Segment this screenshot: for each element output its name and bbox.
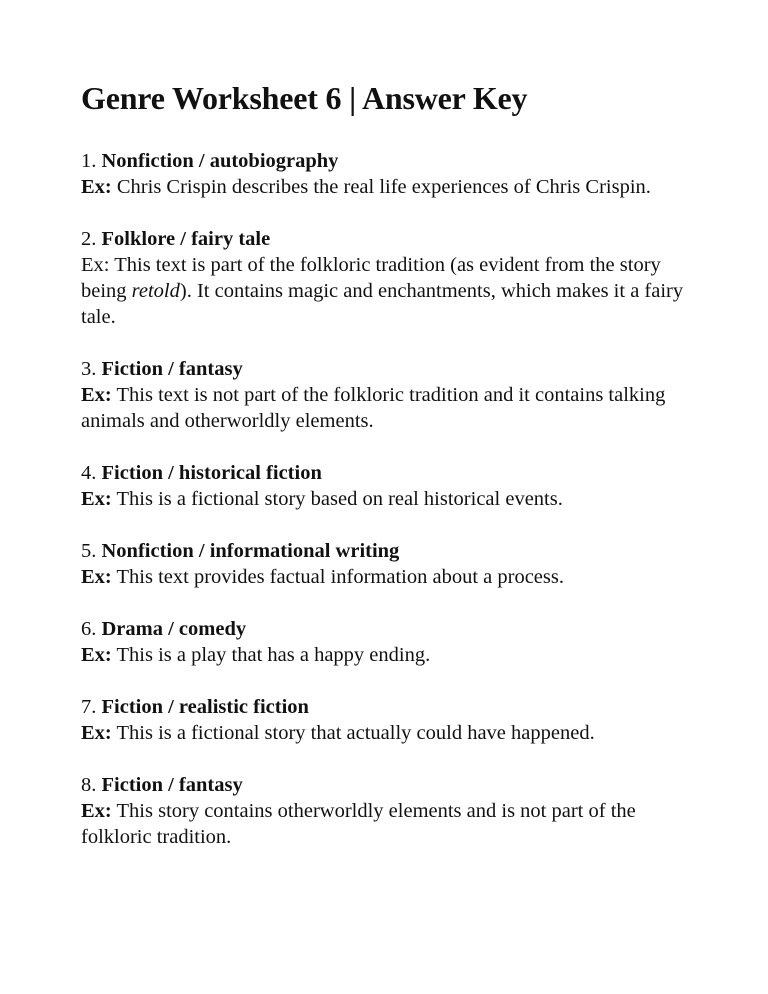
- answer-number: 6.: [81, 618, 97, 640]
- answer-genre: Fiction / fantasy: [101, 358, 243, 380]
- answer-genre: Drama / comedy: [101, 618, 247, 640]
- answer-item-1: [81, 148, 701, 200]
- explanation-text: This is a play that has a happy ending.: [116, 644, 431, 666]
- explanation-text: This text is part of the folkloric tradition (as evident from the story being: [81, 254, 661, 302]
- ex-label: Ex:: [81, 488, 112, 510]
- page-title: Genre Worksheet 6 | Answer Key: [81, 80, 528, 116]
- ex-label: Ex:: [81, 644, 112, 666]
- explanation-italic-text: retold: [131, 280, 180, 302]
- answer-number: 4.: [81, 462, 97, 484]
- answer-item-6: [81, 616, 701, 668]
- answer-item-8: [81, 772, 701, 850]
- answer-number: 8.: [81, 774, 97, 796]
- answer-explanation: [81, 382, 701, 434]
- ex-label: Ex:: [81, 254, 110, 276]
- answer-explanation: [81, 798, 701, 850]
- answer-explanation: [81, 642, 701, 668]
- answer-explanation: [81, 252, 701, 330]
- answer-genre: Folklore / fairy tale: [101, 228, 271, 250]
- answer-heading: [81, 226, 701, 252]
- answer-genre: Nonfiction / autobiography: [101, 150, 339, 172]
- answer-number: 1.: [81, 150, 97, 172]
- explanation-text: This is a fictional story based on real historical events.: [116, 488, 563, 510]
- answer-heading: [81, 356, 701, 382]
- answer-heading: [81, 460, 701, 486]
- explanation-text: Chris Crispin describes the real life experiences of Chris Crispin.: [116, 176, 651, 198]
- answer-item-5: [81, 538, 701, 590]
- worksheet-page: [81, 78, 701, 876]
- answer-number: 7.: [81, 696, 97, 718]
- explanation-text-continued: ). It contains magic and enchantments, which makes it a fairy tale.: [81, 280, 684, 328]
- ex-label: Ex:: [81, 176, 112, 198]
- answer-heading: [81, 772, 701, 798]
- explanation-text: This is a fictional story that actually could have happened.: [116, 722, 595, 744]
- answer-heading: [81, 148, 701, 174]
- ex-label: Ex:: [81, 722, 112, 744]
- ex-label: Ex:: [81, 800, 112, 822]
- ex-label: Ex:: [81, 566, 112, 588]
- answer-genre: Fiction / realistic fiction: [101, 696, 309, 718]
- explanation-text: This text is not part of the folkloric tradition and it contains talking animals and otherworldly elements.: [81, 384, 666, 432]
- answer-heading: [81, 538, 701, 564]
- answer-genre: Nonfiction / informational writing: [101, 540, 400, 562]
- answer-explanation: [81, 174, 701, 200]
- answer-heading: [81, 616, 701, 642]
- answer-item-2: [81, 226, 701, 330]
- answer-item-3: [81, 356, 701, 434]
- answer-item-4: [81, 460, 701, 512]
- answer-number: 5.: [81, 540, 97, 562]
- answer-number: 3.: [81, 358, 97, 380]
- explanation-text: This text provides factual information about a process.: [116, 566, 564, 588]
- answer-heading: [81, 694, 701, 720]
- answer-item-7: [81, 694, 701, 746]
- ex-label: Ex:: [81, 384, 112, 406]
- explanation-text: This story contains otherworldly elements and is not part of the folkloric tradition.: [81, 800, 636, 848]
- answer-explanation: [81, 486, 701, 512]
- answer-genre: Fiction / fantasy: [101, 774, 243, 796]
- answer-list: [81, 148, 701, 850]
- answer-genre: Fiction / historical fiction: [101, 462, 322, 484]
- answer-number: 2.: [81, 228, 97, 250]
- answer-explanation: [81, 564, 701, 590]
- answer-explanation: [81, 720, 701, 746]
